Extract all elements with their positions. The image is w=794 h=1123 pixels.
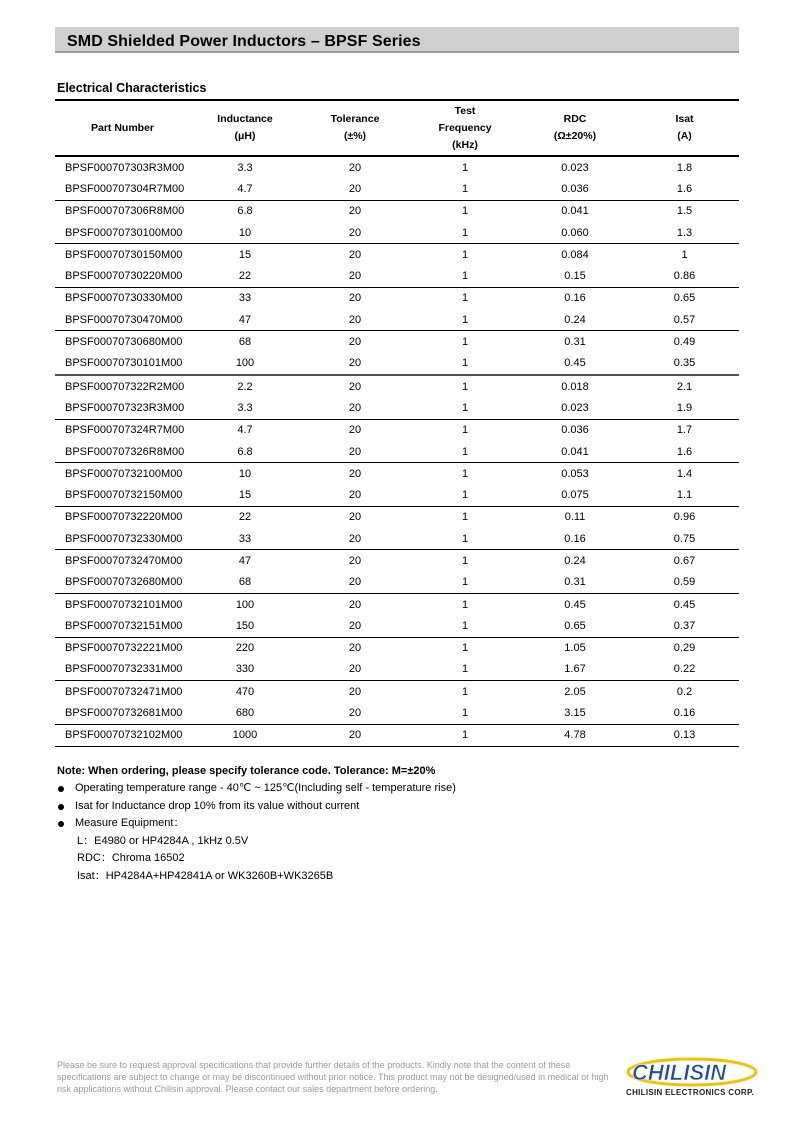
part-number-cell: BPSF000707304R7M00 bbox=[55, 178, 190, 200]
value-cell: 1.6 bbox=[630, 441, 739, 463]
value-cell: 20 bbox=[300, 484, 410, 506]
value-cell: 1.7 bbox=[676, 424, 693, 437]
value-cell: 1 bbox=[461, 642, 469, 655]
value-cell: 1 bbox=[410, 702, 520, 724]
table-row bbox=[55, 441, 739, 463]
column-header-line: Frequency bbox=[438, 121, 492, 134]
value-cell: 1 bbox=[410, 659, 520, 681]
value-cell: 0.86 bbox=[630, 265, 739, 287]
value-cell: 150 bbox=[190, 615, 300, 637]
value-cell: 3.15 bbox=[520, 702, 630, 724]
value-cell: 1 bbox=[461, 424, 469, 437]
note-bullet-isat bbox=[57, 798, 456, 816]
value-cell: 20 bbox=[300, 178, 410, 200]
value-cell: 1.05 bbox=[564, 642, 586, 655]
part-number-cell: BPSF00070732150M00 bbox=[55, 484, 190, 506]
value-cell: 1 bbox=[461, 205, 469, 218]
value-cell: 1 bbox=[461, 511, 469, 524]
table-header-row bbox=[55, 100, 739, 156]
value-cell: 0.22 bbox=[630, 659, 739, 681]
part-number-cell: BPSF000707322R2M00 bbox=[65, 380, 185, 393]
part-number-cell: BPSF00070732151M00 bbox=[55, 615, 190, 637]
part-number-cell: BPSF00070732331M00 bbox=[55, 659, 190, 681]
value-cell: 0.036 bbox=[561, 424, 589, 437]
header-banner bbox=[55, 27, 739, 53]
part-number-cell: BPSF00070730330M00 bbox=[65, 292, 183, 305]
value-cell: 680 bbox=[190, 702, 300, 724]
value-cell: 0.65 bbox=[673, 292, 696, 305]
logo-text: CHILISIN bbox=[632, 1060, 727, 1085]
table-row bbox=[55, 265, 739, 287]
table-row bbox=[55, 637, 739, 659]
value-cell: 0.31 bbox=[564, 336, 586, 349]
value-cell: 0.45 bbox=[673, 598, 696, 611]
value-cell: 1 bbox=[461, 336, 469, 349]
table-row bbox=[55, 506, 739, 528]
section-title: Electrical Characteristics bbox=[57, 81, 207, 95]
value-cell: 0.24 bbox=[564, 554, 586, 567]
part-number-cell: BPSF000707326R8M00 bbox=[55, 441, 190, 463]
table-row bbox=[55, 397, 739, 419]
value-cell: 20 bbox=[348, 685, 362, 698]
table-row bbox=[55, 287, 739, 309]
column-header-line: (μH) bbox=[234, 130, 256, 142]
value-cell: 2.05 bbox=[564, 685, 586, 698]
table-row bbox=[55, 550, 739, 572]
part-number-cell: BPSF00070732680M00 bbox=[55, 572, 190, 594]
value-cell: 47 bbox=[238, 554, 252, 567]
value-cell: 0.084 bbox=[561, 248, 589, 261]
column-header-line: (kHz) bbox=[452, 138, 478, 151]
table-row bbox=[55, 375, 739, 397]
value-cell: 0.49 bbox=[673, 336, 696, 349]
part-number-cell: BPSF00070732470M00 bbox=[65, 554, 183, 567]
value-cell: 20 bbox=[348, 598, 362, 611]
value-cell: 1 bbox=[410, 309, 520, 331]
bullet-icon bbox=[58, 804, 64, 810]
value-cell: 1000 bbox=[190, 724, 300, 746]
part-number-cell: BPSF00070732221M00 bbox=[65, 642, 183, 655]
value-cell: 22 bbox=[190, 265, 300, 287]
part-number-cell: BPSF00070730101M00 bbox=[55, 353, 190, 375]
value-cell: 0.65 bbox=[520, 615, 630, 637]
value-cell: 20 bbox=[348, 161, 362, 174]
value-cell: 100 bbox=[190, 353, 300, 375]
value-cell: 0.060 bbox=[520, 222, 630, 244]
value-cell: 2.2 bbox=[237, 380, 253, 393]
value-cell: 20 bbox=[300, 397, 410, 419]
table-row bbox=[55, 702, 739, 724]
part-number-cell: BPSF00070730150M00 bbox=[65, 248, 183, 261]
value-cell: 0.075 bbox=[520, 484, 630, 506]
value-cell: 1 bbox=[410, 178, 520, 200]
value-cell: 20 bbox=[348, 336, 362, 349]
value-cell: 1 bbox=[461, 380, 469, 393]
part-number-cell: BPSF00070732101M00 bbox=[65, 598, 183, 611]
value-cell: 0.041 bbox=[520, 441, 630, 463]
note-bullet-equipment bbox=[57, 815, 456, 833]
part-number-cell: BPSF00070732330M00 bbox=[55, 528, 190, 550]
value-cell: 0.13 bbox=[630, 724, 739, 746]
note-text: Operating temperature range - 40℃ ~ 125℃(Including self - temperature rise) bbox=[75, 782, 456, 794]
value-cell: 1.67 bbox=[520, 659, 630, 681]
value-cell: 20 bbox=[300, 222, 410, 244]
value-cell: 1.5 bbox=[676, 205, 693, 218]
value-cell: 68 bbox=[238, 336, 252, 349]
value-cell: 0.29 bbox=[673, 642, 696, 655]
value-cell: 0.37 bbox=[630, 615, 739, 637]
table-row bbox=[55, 419, 739, 441]
table-row bbox=[55, 244, 739, 266]
value-cell: 68 bbox=[190, 572, 300, 594]
value-cell: 0.018 bbox=[561, 380, 589, 393]
value-cell: 0.023 bbox=[520, 397, 630, 419]
value-cell: 1 bbox=[410, 222, 520, 244]
value-cell: 20 bbox=[300, 528, 410, 550]
value-cell: 0.053 bbox=[561, 467, 589, 480]
value-cell: 1 bbox=[461, 161, 469, 174]
value-cell: 1.9 bbox=[630, 397, 739, 419]
value-cell: 1 bbox=[410, 397, 520, 419]
value-cell: 4.7 bbox=[190, 178, 300, 200]
value-cell: 1 bbox=[461, 467, 469, 480]
value-cell: 0.57 bbox=[630, 309, 739, 331]
bullet-icon bbox=[58, 786, 64, 792]
value-cell: 0.96 bbox=[673, 511, 696, 524]
table-body bbox=[55, 156, 739, 747]
column-header bbox=[190, 100, 300, 156]
value-cell: 20 bbox=[300, 615, 410, 637]
value-cell: 0.35 bbox=[630, 353, 739, 375]
value-cell: 20 bbox=[348, 511, 362, 524]
part-number-cell: BPSF00070730470M00 bbox=[55, 309, 190, 331]
value-cell: 1 bbox=[461, 292, 469, 305]
value-cell: 1.4 bbox=[676, 467, 693, 480]
value-cell: 20 bbox=[348, 205, 362, 218]
company-name: CHILISIN ELECTRONICS CORP. bbox=[626, 1088, 755, 1097]
value-cell: 3.3 bbox=[237, 161, 253, 174]
value-cell: 1 bbox=[410, 615, 520, 637]
part-number-cell: BPSF00070730220M00 bbox=[55, 265, 190, 287]
value-cell: 0.041 bbox=[561, 205, 589, 218]
ordering-note: Note: When ordering, please specify tolerance code. Tolerance: M=±20% bbox=[57, 765, 436, 777]
value-cell: 10 bbox=[190, 222, 300, 244]
value-cell: 1 bbox=[410, 724, 520, 746]
footer-disclaimer: Please be sure to request approval specifications that provide further details of the products. Kindly note that the content of these specifications are subject to change or may be discontinued without prior notice. This product may not be designed/used in medical or high risk applications without Chilisin approval. Please contact our sales department before ordering. bbox=[57, 1060, 609, 1094]
part-number-cell: BPSF000707324R7M00 bbox=[65, 424, 185, 437]
part-number-cell: BPSF00070732220M00 bbox=[65, 511, 183, 524]
part-number-cell: BPSF00070730100M00 bbox=[55, 222, 190, 244]
column-header bbox=[55, 100, 190, 156]
notes bbox=[57, 762, 456, 885]
value-cell: 0.2 bbox=[676, 685, 693, 698]
table-row bbox=[55, 331, 739, 353]
value-cell: 1 bbox=[410, 484, 520, 506]
value-cell: 1 bbox=[461, 685, 469, 698]
value-cell: 0.24 bbox=[520, 309, 630, 331]
column-header-line: (±%) bbox=[343, 130, 367, 142]
value-cell: 1.6 bbox=[630, 178, 739, 200]
value-cell: 15 bbox=[238, 248, 252, 261]
part-number-cell: BPSF000707303R3M00 bbox=[65, 161, 185, 174]
table-row bbox=[55, 615, 739, 637]
value-cell: 1 bbox=[410, 572, 520, 594]
value-cell: 20 bbox=[300, 724, 410, 746]
value-cell: 33 bbox=[190, 528, 300, 550]
value-cell: 220 bbox=[235, 642, 255, 655]
column-header-line: Test bbox=[454, 104, 476, 117]
value-cell: 20 bbox=[348, 642, 362, 655]
value-cell: 0.31 bbox=[520, 572, 630, 594]
part-number-cell: BPSF000707306R8M00 bbox=[65, 205, 185, 218]
value-cell: 20 bbox=[348, 467, 362, 480]
value-cell: 6.8 bbox=[190, 441, 300, 463]
value-cell: 0.16 bbox=[564, 292, 586, 305]
bullet-icon bbox=[58, 821, 64, 827]
value-cell: 1 bbox=[461, 554, 469, 567]
table-row bbox=[55, 659, 739, 681]
table-row bbox=[55, 572, 739, 594]
table-row bbox=[55, 156, 739, 178]
note-text: Measure Equipment： bbox=[75, 817, 185, 829]
column-header bbox=[630, 100, 739, 156]
value-cell: 0.16 bbox=[630, 702, 739, 724]
value-cell: 4.78 bbox=[520, 724, 630, 746]
value-cell: 33 bbox=[238, 292, 252, 305]
part-number-cell: BPSF000707323R3M00 bbox=[55, 397, 190, 419]
note-text: Isat for Inductance drop 10% from its value without current bbox=[75, 799, 360, 812]
value-cell: 1 bbox=[410, 265, 520, 287]
value-cell: 20 bbox=[300, 309, 410, 331]
column-header-line: Isat bbox=[675, 113, 694, 125]
value-cell: 20 bbox=[300, 353, 410, 375]
value-cell: 0.036 bbox=[520, 178, 630, 200]
column-header-line: RDC bbox=[563, 113, 587, 125]
table-row bbox=[55, 200, 739, 222]
value-cell: 3.3 bbox=[190, 397, 300, 419]
column-header-line: Inductance bbox=[217, 113, 273, 125]
value-cell: 1 bbox=[461, 248, 469, 261]
value-cell: 1 bbox=[461, 598, 469, 611]
value-cell: 20 bbox=[348, 554, 362, 567]
value-cell: 0.45 bbox=[564, 598, 586, 611]
electrical-characteristics-table bbox=[55, 99, 739, 747]
value-cell: 6.8 bbox=[237, 205, 253, 218]
column-header-line: (A) bbox=[677, 130, 692, 142]
value-cell: 20 bbox=[300, 572, 410, 594]
value-cell: 1 bbox=[681, 248, 688, 261]
column-header-line: Part Number bbox=[90, 121, 154, 134]
value-cell: 0.16 bbox=[520, 528, 630, 550]
equipment-rdc: RDC：Chroma 16502 bbox=[77, 852, 185, 864]
value-cell: 20 bbox=[300, 441, 410, 463]
value-cell: 0.023 bbox=[561, 161, 589, 174]
value-cell: 20 bbox=[300, 265, 410, 287]
column-header bbox=[520, 100, 630, 156]
note-bullet-temperature bbox=[57, 780, 456, 798]
value-cell: 1.8 bbox=[676, 161, 693, 174]
value-cell: 0.45 bbox=[520, 353, 630, 375]
value-cell: 1 bbox=[410, 528, 520, 550]
value-cell: 100 bbox=[235, 598, 255, 611]
value-cell: 0.11 bbox=[564, 511, 586, 524]
table-row bbox=[55, 528, 739, 550]
value-cell: 0.59 bbox=[630, 572, 739, 594]
value-cell: 1.3 bbox=[630, 222, 739, 244]
value-cell: 4.7 bbox=[237, 424, 253, 437]
value-cell: 1 bbox=[410, 353, 520, 375]
value-cell: 15 bbox=[190, 484, 300, 506]
table-row bbox=[55, 353, 739, 375]
table-row bbox=[55, 593, 739, 615]
value-cell: 1.1 bbox=[630, 484, 739, 506]
equipment-isat: Isat：HP4284A+HP42841A or WK3260B+WK3265B bbox=[77, 869, 334, 882]
value-cell: 1 bbox=[410, 441, 520, 463]
value-cell: 10 bbox=[238, 467, 252, 480]
value-cell: 0.15 bbox=[520, 265, 630, 287]
part-number-cell: BPSF00070732471M00 bbox=[65, 685, 183, 698]
value-cell: 0.75 bbox=[630, 528, 739, 550]
value-cell: 2.1 bbox=[676, 380, 693, 393]
value-cell: 20 bbox=[348, 424, 362, 437]
value-cell: 20 bbox=[348, 292, 362, 305]
table-row bbox=[55, 463, 739, 485]
part-number-cell: BPSF00070730680M00 bbox=[65, 336, 183, 349]
part-number-cell: BPSF00070732102M00 bbox=[55, 724, 190, 746]
value-cell: 470 bbox=[235, 685, 255, 698]
value-cell: 20 bbox=[348, 248, 362, 261]
table-row bbox=[55, 178, 739, 200]
value-cell: 47 bbox=[190, 309, 300, 331]
table-row bbox=[55, 222, 739, 244]
table-row bbox=[55, 724, 739, 746]
equipment-l: L：E4980 or HP4284A , 1kHz 0.5V bbox=[77, 834, 249, 847]
table-row bbox=[55, 681, 739, 703]
value-cell: 0.67 bbox=[673, 554, 696, 567]
column-header bbox=[410, 100, 520, 156]
column-header-line: Tolerance bbox=[330, 113, 380, 125]
value-cell: 20 bbox=[348, 380, 362, 393]
value-cell: 330 bbox=[190, 659, 300, 681]
table-row bbox=[55, 309, 739, 331]
value-cell: 20 bbox=[300, 702, 410, 724]
part-number-cell: BPSF00070732100M00 bbox=[65, 467, 183, 480]
table-row bbox=[55, 484, 739, 506]
page-title: SMD Shielded Power Inductors – BPSF Series bbox=[67, 33, 421, 50]
value-cell: 22 bbox=[238, 511, 252, 524]
column-header bbox=[300, 100, 410, 156]
part-number-cell: BPSF00070732681M00 bbox=[55, 702, 190, 724]
value-cell: 20 bbox=[300, 659, 410, 681]
column-header-line: (Ω±20%) bbox=[553, 130, 597, 142]
